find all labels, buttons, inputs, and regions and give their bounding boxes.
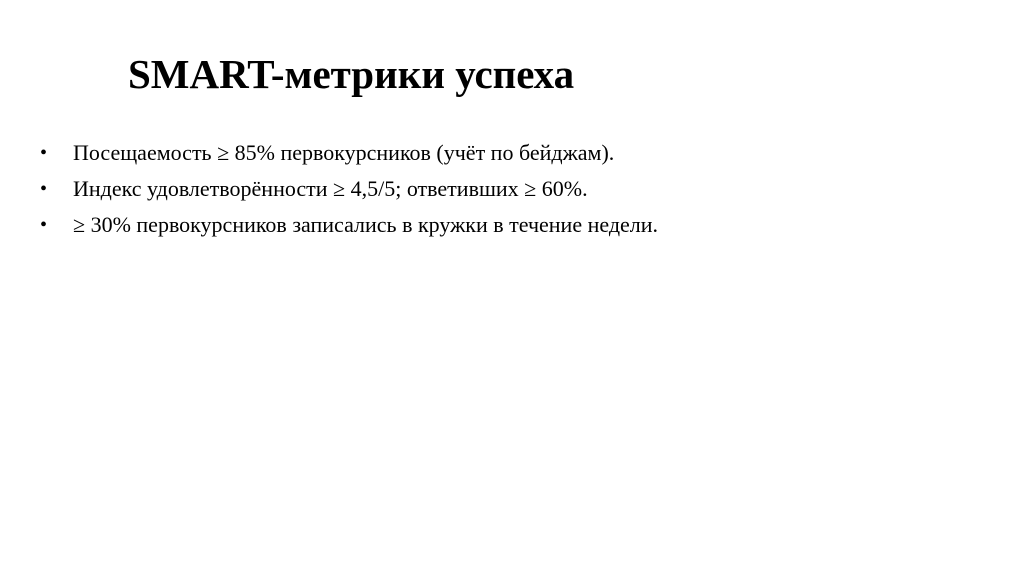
bullet-text: Индекс удовлетворённости ≥ 4,5/5; ответивших ≥ 60%. <box>73 176 588 201</box>
bullet-text: Посещаемость ≥ 85% первокурсников (учёт по бейджам). <box>73 140 615 165</box>
bullet-item-attendance <box>40 138 720 168</box>
bullet-dot-icon: • <box>40 214 48 236</box>
bullet-list <box>40 138 720 246</box>
bullet-dot-icon: • <box>40 178 48 200</box>
bullet-dot-icon: • <box>40 142 48 164</box>
bullet-item-clubs <box>40 210 720 240</box>
bullet-item-satisfaction <box>40 174 720 204</box>
slide-title: SMART-метрики успеха <box>128 51 575 97</box>
bullet-text: ≥ 30% первокурсников записались в кружки в течение недели. <box>73 212 659 237</box>
